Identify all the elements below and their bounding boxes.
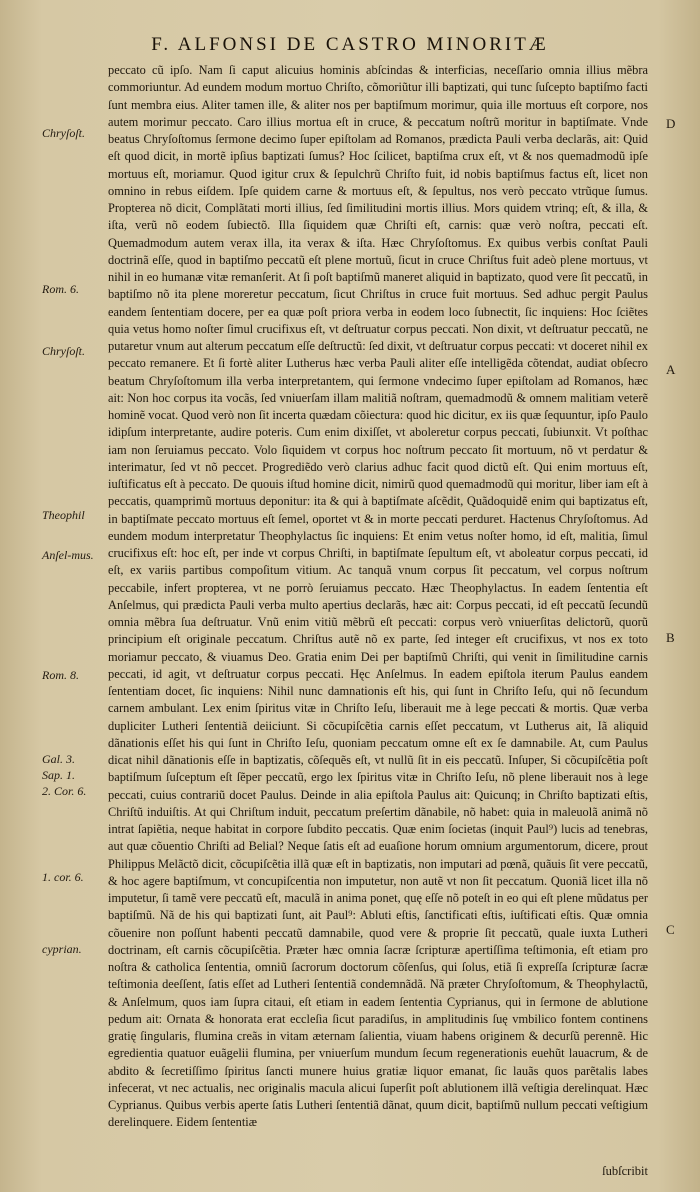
margin-note-gal-3: Gal. 3. (42, 752, 75, 766)
catchword: ſubſcribit (602, 1164, 648, 1178)
margin-note-1-cor-6: 1. cor. 6. (42, 870, 84, 884)
section-letter-a: A (666, 362, 676, 377)
main-paragraph: peccato cũ ipſo. Nam ſi caput alicuius hominis abſcindas & interficias, neceſſario omnia illius mẽbra commoriuntur. Ad eundem modum mortuo Chriſto, cõmoriũtur illi baptizati, qui tunc ſuſcepto baptiſmo facti ſunt membra eius. Aliter tamen ille, & aliter nos per baptiſmum morimur, quia ille mortuus eſt corpore, nos autem morimur peccato. Caro illius mortua eſt in cruce, & peccatum noſtrũ moritur in baptiſmate. Vnde beatus Chryſoſtomus ſermone decimo ſuper epiſtolam ad Romanos, prædicta Pauli verba declarãs, ait: Quid eſt quod dicit, in mortẽ ipſius baptizati ſumus? Hoc ſcilicet, baptiſma crux eſt, vt & nos quemadmodũ ipſe mortuus eſt, moriamur. Quod igitur crux & ſepulchrũ Chriſto fuit, id nobis baptiſmus factus eſt, licet non omnino in rebus eiſdem. Ipſe quidem carne & mortuus eſt, & ſepultus, nos verò peccato vtrũque ſumus. Propterea nõ dicit, Complãtati morti illius, ſed ſimilitudini mortis illius. Mors quidem vtrinq; eſt, & illa, & iſta, verũ nõ eodem ſubiectõ. Illa ſiquidem quæ Chriſti eſt, carnis: quæ verò noſtra, peccati eſt. Quemadmodum autem verax illa, ita verax & iſta. Hæc Chryſoſtomus. Ex quibus verbis conſtat Pauli doctrinã eſſe, quod in baptiſmo peccatũ eſt plene mortuũ, ſicut in cruce Chriſtus fuit adeò plene mortuus, vt nihil in eo humanæ vitæ remanſerit. At ſi poſt baptiſmũ maneret aliquid in baptizato, quod vere ſit peccatũ, in baptiſmo nõ ita plene moreretur peccatum, ſicut Chriſtus in cruce fuit mortuus. Sed adhuc pergit Paulus eandem ſententiam docere, per ea quæ poſt priora verba in eodem loco ſubnectit, ſic inquiens: Hoc ſciẽtes quia vetus homo noſter ſimul crucifixus eſt, vt deſtruatur corpus peccati. Non dixit, vt deſtruatur peccatũ, ne putaretur vnum aut alterum peccatum eſſe deſtructũ: ſed dixit, vt deſtruatur corpus peccati: vt doceret nihil ex peccato remanere. Et ſi fortè aliter Lutherus hæc verba Pauli aliter eſſe intelligẽda cõtendat, audiat obſecro beatum Chryſoſtomum illa verba interpretantem, qui ſermone vndecimo ſuper epiſtolam ad Romanos, hæc ait: Non hoc corpus ita vocãs, ſed vniuerſam illam malitiã noſtram, quemadmodũ & omnem malitiam veterẽ hominẽ vocat. Quod verò non ſit incerta quædam cõiectura: quod hic dicitur, ex iis quæ ſequuntur, ipſo Paulo idipſum interpretante, audire poteris. Cum enim dixiſſet, vt aboleretur corpus peccati, ſubiunxit. Vt poſthac iam non ſeruiamus peccato. Volo ſiquidem vt corpus hoc noſtrum peccato ſit mortuum, nõ vt perdatur & interimatur, ſed vt nõ peccet. Progrediẽdo verò clarius adhuc facit quod dictũ eſt. Qui enim mortuus eſt, iuſtificatus eſt à peccato. De quouis iſtud homine dicit, nimirũ quod quemadmodũ qui moritur, liber iam eſt à peccatis, quamprimũ mortuus deponitur: ita & qui à baptiſmate aſcẽdit, Quãdoquidẽ enim qui baptizatus eſt, in baptiſmate peccato mortuus eſt ſemel, oportet vt & in morte peccati perduret. Hactenus Chryſoſtomus. Ad eundem modum interpretatur Theophylactus ſic inquiens: Et enim vetus noſter homo, id eſt, malitia, ſimul crucifixus eſt: hoc eſt, per inde vt corpus Chriſti, in baptiſmate ſepultum eſt, vt aboleatur corpus peccati, id eſt, ex variis partibus compoſitum vitium. Ac tanquã vnum corpus ſit peccatum, vel corpus noſtrum peccabile, infert propterea, vt ne porrò ſeruiamus peccato. Hæc Theophylactus. In eadem ſententia eſt Anſelmus, qui prædicta Pauli verba multo apertius declarãs, hæc ait: Corpus peccati, id eſt peccatũ ſecundũ omnia mẽbra ſua deſtruatur. Vnũ enim vitiũ mẽbrũ eſt peccati: corpus verò vniuerſitas delictorũ, quorũ principium eſt originale peccatum. Chriſtus autẽ nõ ex parte, ſed integer eſt crucifixus, vt nos ex toto moriamur peccato, & viuamus Deo. Gratia enim Dei per baptiſmũ Chriſti, qui venit in ſimilitudine carnis peccati, id agit, vt deſtruatur corpus peccati. Hęc Anſelmus. In eadem epiſtola iterum Paulus eandem ſententiam docet, ſic inquiens: Nihil nunc damnationis eſt his, qui ſunt in Chriſto Ieſu, qui nõ ſecundum carnem ambulant. Lex enim ſpiritus vitæ in Chriſto Ieſu, liberauit me à lege peccati & mortis. Quæ verba dupliciter Lutheri ſententiã deiiciunt. Si cõcupiſcẽtia carnis eſſet peccatum, vt Lutherus ait, Iã aliquid dãnationis eſſet his qui ſunt in Chriſto Ieſu, quoniam peccatum omne eſt ex ſe damnabile. At, cum Paulus dicat nihil dãnationis eſſe in baptizatis, cõſequẽs eſt, vt nullũ ſit in eis peccatũ. Inſuper, Si cõcupiſcẽtia poſt baptiſmum ſuſceptum eſt ſẽper peccatũ, ergo lex ſpiritus vitæ in Chriſto Ieſu, nõ plene liberauit nos à lege peccati, cuius contrariũ docet Paulus. Deinde in alia epiſtola Paulus ait: Quicunq; in Chriſto baptizati eſtis, Chriſtũ induiſtis. At qui Chriſtum induit, peccatum preſertim dãnabile, nõ habet: quia in maleuolã animã nõ intrat ſapiẽtia, neque habitat in corpore ſubdito peccatis. Quæ enim ſocietas (inquit Paul⁹) lucis ad tenebras, aut quæ cõuentio Chriſti ad Belial? Neque ſatis eſt ad euaſione horum omnium argumentorum, dicere, prout Philippus Melãctõ dicit, cõcupiſcẽtia illã quæ eſt in baptizatis, non imputari ad pœnã, quãuis ſit vere peccatũ, & hoc agere baptiſmum, vt concupiſcentia non imputetur, non autẽ vt non ſit peccatum. Quoniã licet illa nõ imputetur, ſi tamẽ vere peccatũ eſt, maculã in anima ponet, quę eſſe nõ poteſt in eo qui eſt plene mũdatus per baptiſmũ. Nã de his qui baptizati ſunt, ait Paul⁹: Abluti eſtis, ſanctificati eſtis, iuſtificati eſtis. Quæ omnia cõuenire non poſſunt habenti peccatũ damnabile, quod vere & proprie ſit peccatũ, quale iuxta Lutheri doctrinam, eſt carnis cõcupiſcẽtia. Præter hæc omnia ſacræ ſcripturæ apertiſſima teſtimonia, eſt etiam pro noſtra & catholica ſententia, omniũ ſacrorum doctorum cõſenſus, qui ſolus, etiã ſi expreſſa ſcripturæ ſacræ teſtimonia deeſſent, ſatis eſſet ad Lutheri ſententiã condemnãdã. Nã præter Chryſoſtomum, & Theophylactũ, & Anſelmum, quos iam ſupra citaui, eſt etiam in eadem ſententia Cyprianus, qui in ſermone de ablutione pedum ait: Ornata & honorata erat eccleſia ſicut paradiſus, in amplitudinis ſuę vmbilico fontem continens gratię ſingularis, flumina creãs in vitam æternam ſalientia, viuam habens originem & decurſũ perennẽ. Hic egredientia quatuor euãgelii flumina, per vniuerſum mundum ſecum regenerationis euehũt lauacrum, & de abdito & ſecretiſſimo ſpiritus ſancti munere huius gratiæ liquor emanat, ſic lauãs quos parẽtalis labes infecerat, vt nec actualis, nec originalis macula alicui ſuperſit poſt ablutionem illã veſtigia derelinquat. Hæc Cyprianus. Quibus verbis aperte ſatis Lutheri ſententiã dãnat, quum dicit, baptiſmũ nullum peccati veſtigium derelinquere. Eidem ſententiæ (108, 63, 648, 1130)
margin-note-cyprian: cyprian. (42, 942, 82, 956)
margin-note-chrysostom-2: Chryſoſt. (42, 344, 86, 358)
section-letter-b: B (666, 630, 675, 645)
margin-note-rom-8: Rom. 8. (42, 668, 79, 682)
body-text (108, 62, 648, 1132)
margin-note-sap-1: Sap. 1. (42, 768, 75, 782)
section-letter-d: D (666, 116, 676, 131)
section-letter-c: C (666, 922, 675, 937)
margin-note-anselmus: Anſel-mus. (42, 548, 94, 562)
running-header: F. ALFONSI DE CASTRO MINORITÆ (151, 34, 549, 55)
margin-note-chrysostom-1: Chryſoſt. (42, 126, 86, 140)
margin-note-2-cor-6: 2. Cor. 6. (42, 784, 87, 798)
margin-note-rom-6: Rom. 6. (42, 282, 79, 296)
margin-note-theophilactus: Theophil (42, 508, 85, 522)
